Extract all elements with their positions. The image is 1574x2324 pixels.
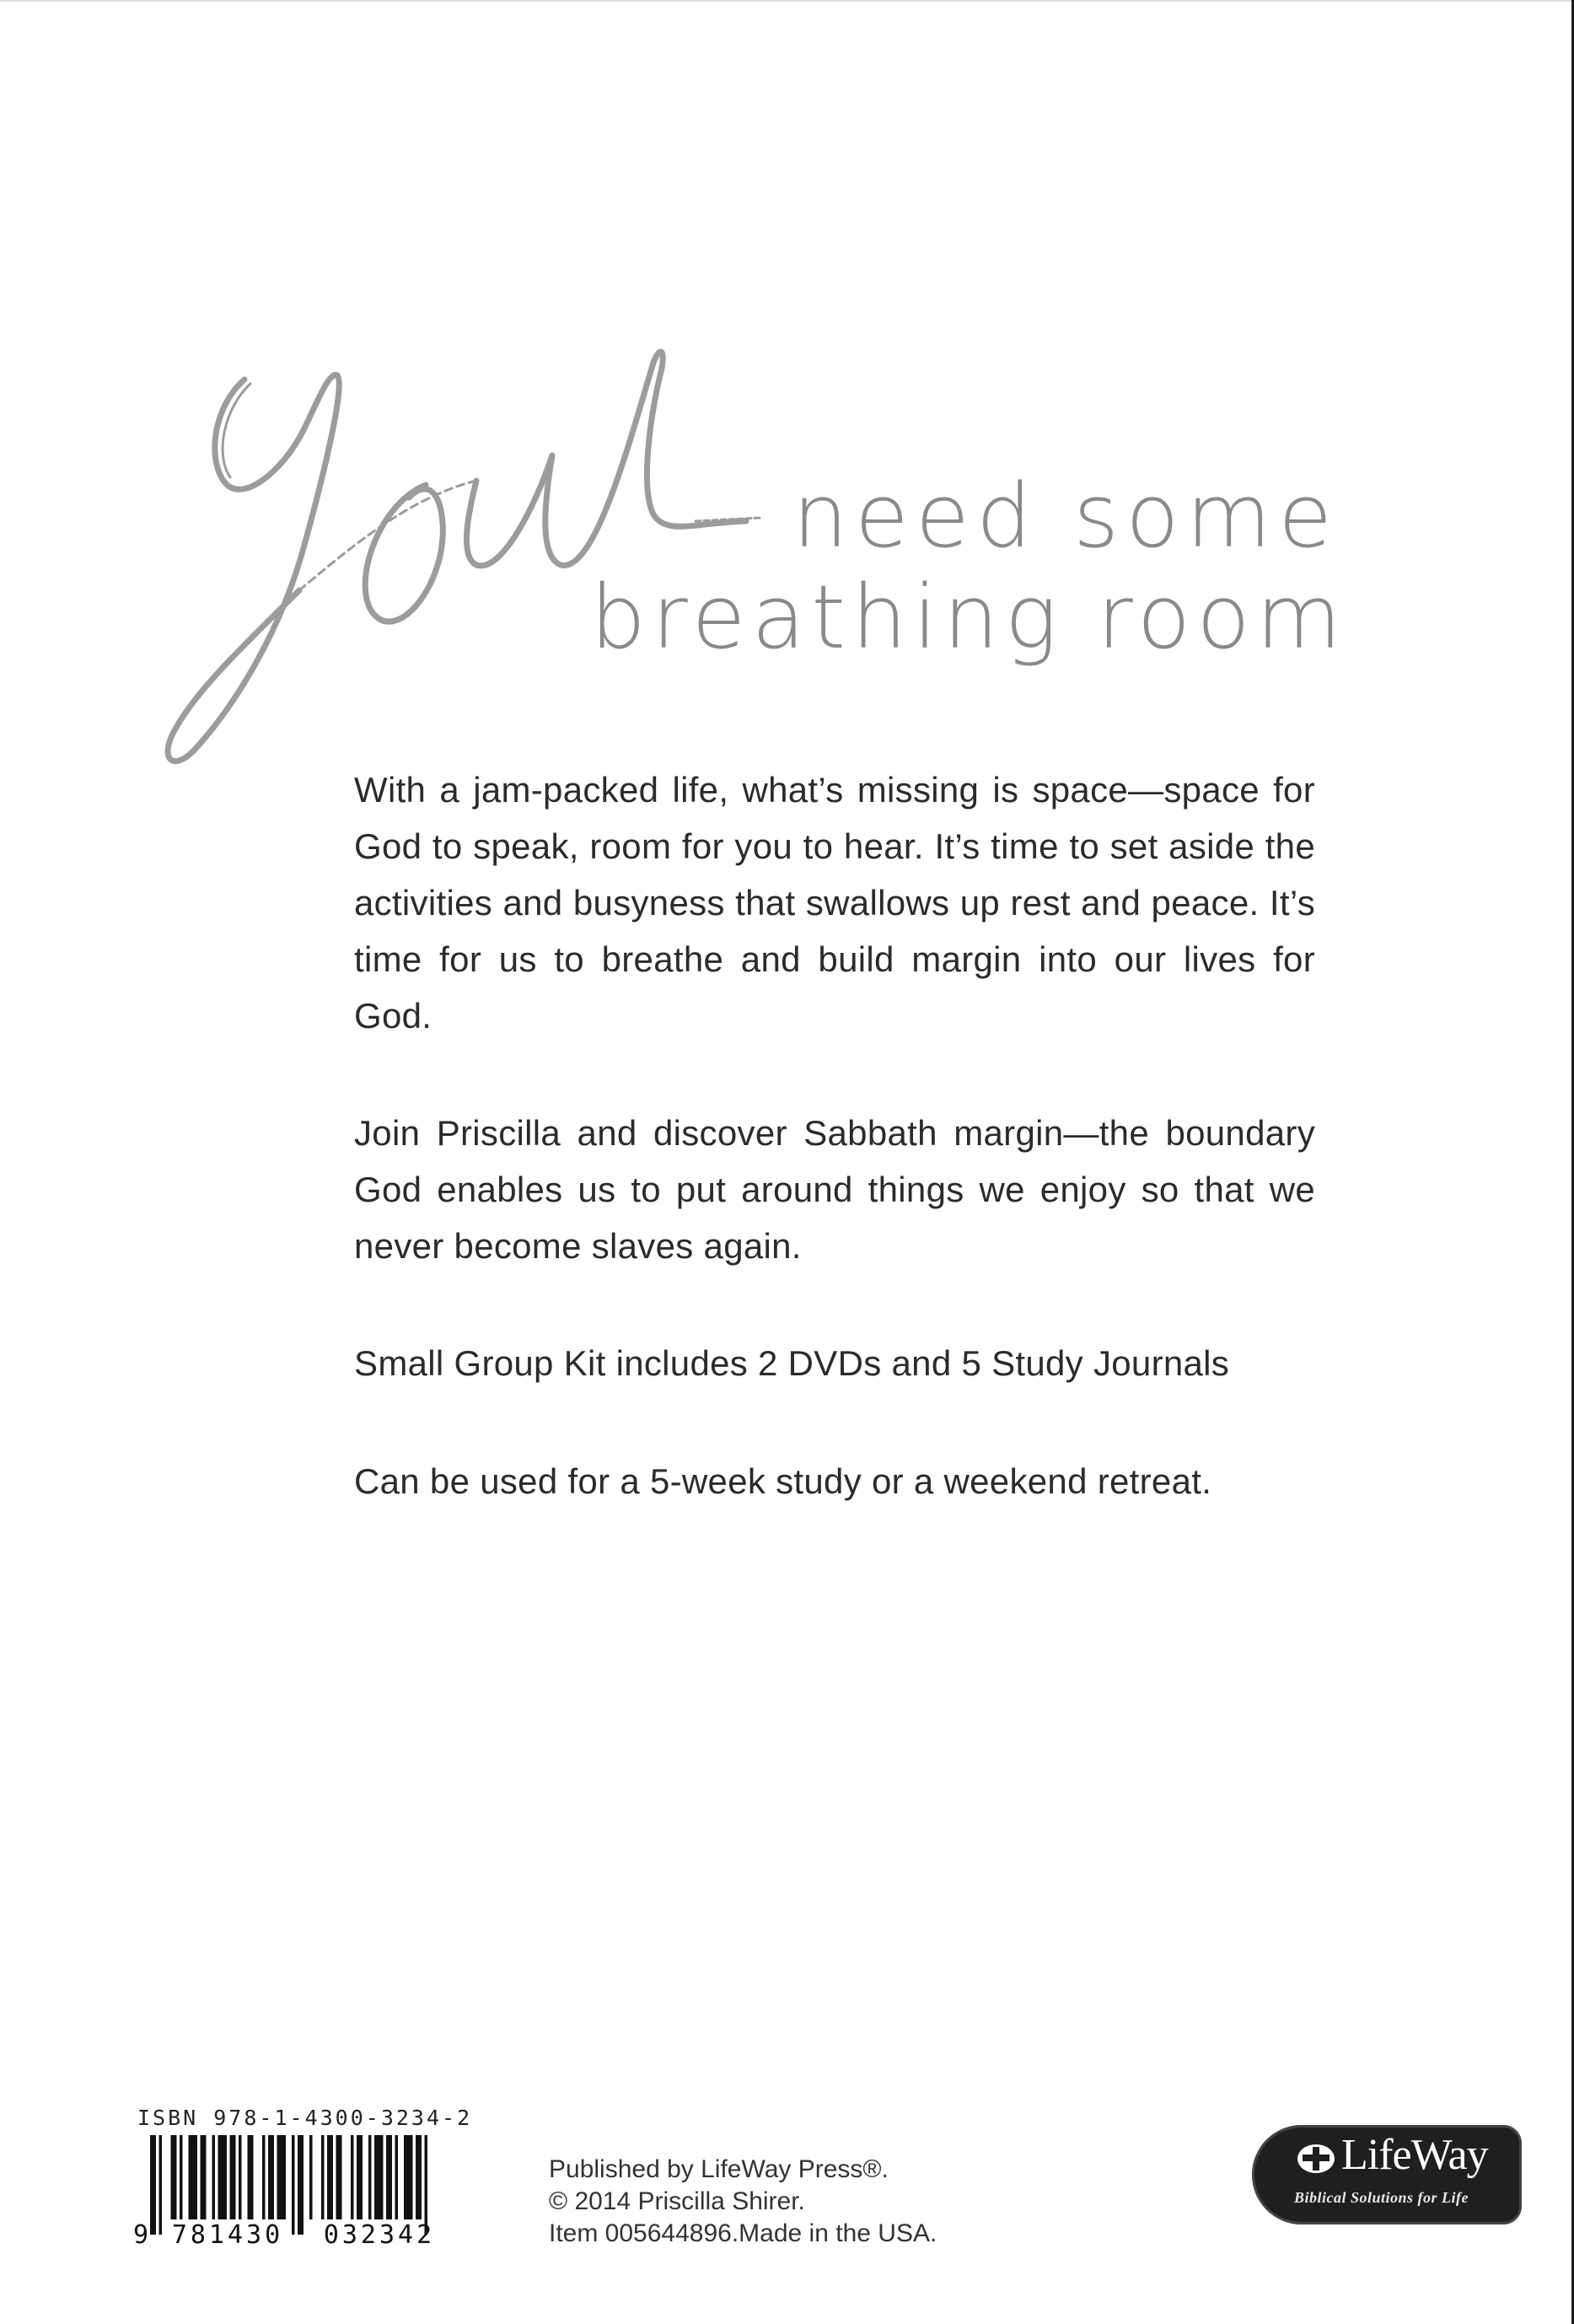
lifeway-logo <box>1252 2125 1522 2224</box>
publisher-line: Published by LifeWay Press®. <box>549 2155 889 2183</box>
script-you-lettering <box>156 337 780 776</box>
description-paragraph-2: Join Priscilla and discover Sabbath margin—the boundary God enables us to put around things we enjoy so that we never become slaves again. <box>354 1113 1315 1266</box>
top-edge <box>0 0 1574 2</box>
copyright-line: © 2014 Priscilla Shirer. <box>549 2187 805 2215</box>
publisher-info <box>549 2154 937 2250</box>
description-paragraph-1: With a jam-packed life, what’s missing is space—space for God to speak, room for you to hear. It’s time to set aside the activities and busyness that swallows up rest and peace. It’s time for us to breathe and build margin into our lives for God. <box>354 770 1315 1036</box>
kit-contents-text: Small Group Kit includes 2 DVDs and 5 Study Journals <box>354 1343 1230 1383</box>
headline-breathing-room: breathing room <box>590 566 1348 669</box>
barcode-digits: 032342 <box>323 2220 436 2245</box>
isbn-label: ISBN 978-1-4300-3234-2 <box>137 2106 473 2130</box>
headline-need-some: need some <box>792 465 1340 568</box>
usage-text: Can be used for a 5-week study or a weekend retreat. <box>354 1461 1212 1501</box>
barcode-digits: 9 <box>133 2220 153 2245</box>
barcode-image <box>126 2135 481 2245</box>
lifeway-logo-tagline: Biblical Solutions for Life <box>1294 2189 1469 2206</box>
lifeway-logo-name: LifeWay <box>1341 2131 1488 2179</box>
barcode-digits: 781430 <box>171 2220 284 2245</box>
item-number-line: Item 005644896.Made in the USA. <box>549 2219 937 2247</box>
lifeway-emblem-icon <box>1296 2142 1336 2176</box>
